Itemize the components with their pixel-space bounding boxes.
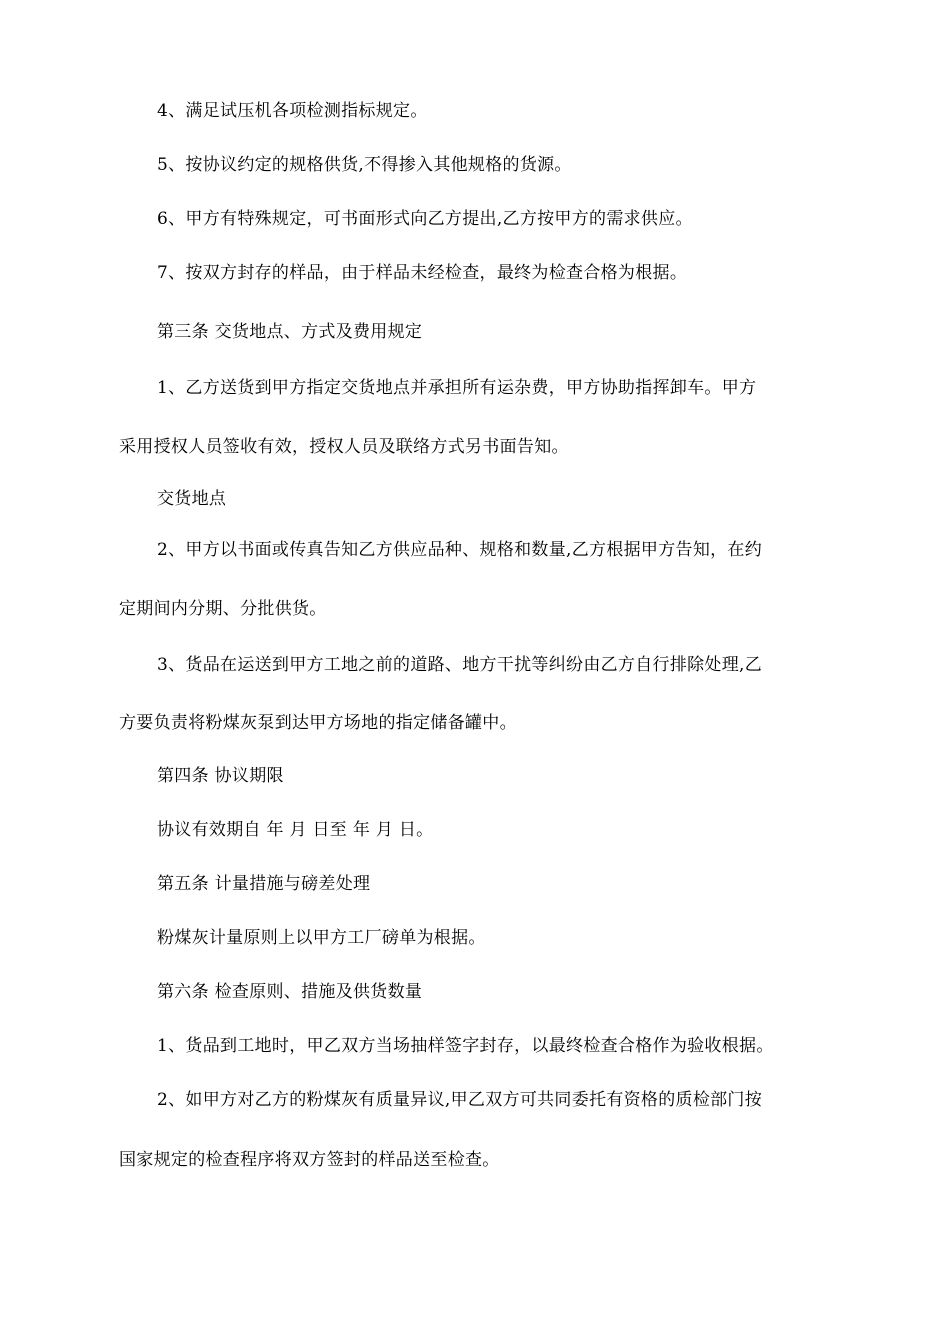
section-heading-5: 第五条 计量措施与磅差处理 xyxy=(157,874,371,894)
section6-item-1: 1、货品到工地时，甲乙双方当场抽样签字封存，以最终检查合格作为验收根据。 xyxy=(157,1036,774,1056)
clause-item-7: 7、按双方封存的样品，由于样品未经检查，最终为检查合格为根据。 xyxy=(157,263,688,283)
clause-item-5: 5、按协议约定的规格供货,不得掺入其他规格的货源。 xyxy=(157,155,572,175)
section3-item-2-line2: 定期间内分期、分批供货。 xyxy=(119,599,327,619)
clause-item-6: 6、甲方有特殊规定，可书面形式向乙方提出,乙方按甲方的需求供应。 xyxy=(157,209,693,229)
section-heading-6: 第六条 检查原则、措施及供货数量 xyxy=(157,982,423,1002)
section-heading-4: 第四条 协议期限 xyxy=(157,766,284,786)
section6-item-2-line1: 2、如甲方对乙方的粉煤灰有质量异议,甲乙双方可共同委托有资格的质检部门按 xyxy=(157,1090,763,1110)
section3-item-3-line1: 3、货品在运送到甲方工地之前的道路、地方干扰等纠纷由乙方自行排除处理,乙 xyxy=(157,655,763,675)
section3-item-1-line1: 1、乙方送货到甲方指定交货地点并承担所有运杂费，甲方协助指挥卸车。甲方 xyxy=(157,378,757,398)
clause-item-4: 4、满足试压机各项检测指标规定。 xyxy=(157,101,428,121)
section-heading-3: 第三条 交货地点、方式及费用规定 xyxy=(157,322,423,342)
agreement-period-line: 协议有效期自 年 月 日至 年 月 日。 xyxy=(157,820,434,840)
delivery-location-label: 交货地点 xyxy=(157,489,227,509)
section6-item-2-line2: 国家规定的检查程序将双方签封的样品送至检查。 xyxy=(119,1150,500,1170)
measurement-principle: 粉煤灰计量原则上以甲方工厂磅单为根据。 xyxy=(157,928,486,948)
section3-item-1-line2: 采用授权人员签收有效，授权人员及联络方式另书面告知。 xyxy=(119,437,569,457)
section3-item-2-line1: 2、甲方以书面或传真告知乙方供应品种、规格和数量,乙方根据甲方告知，在约 xyxy=(157,540,763,560)
section3-item-3-line2: 方要负责将粉煤灰泵到达甲方场地的指定储备罐中。 xyxy=(119,713,517,733)
